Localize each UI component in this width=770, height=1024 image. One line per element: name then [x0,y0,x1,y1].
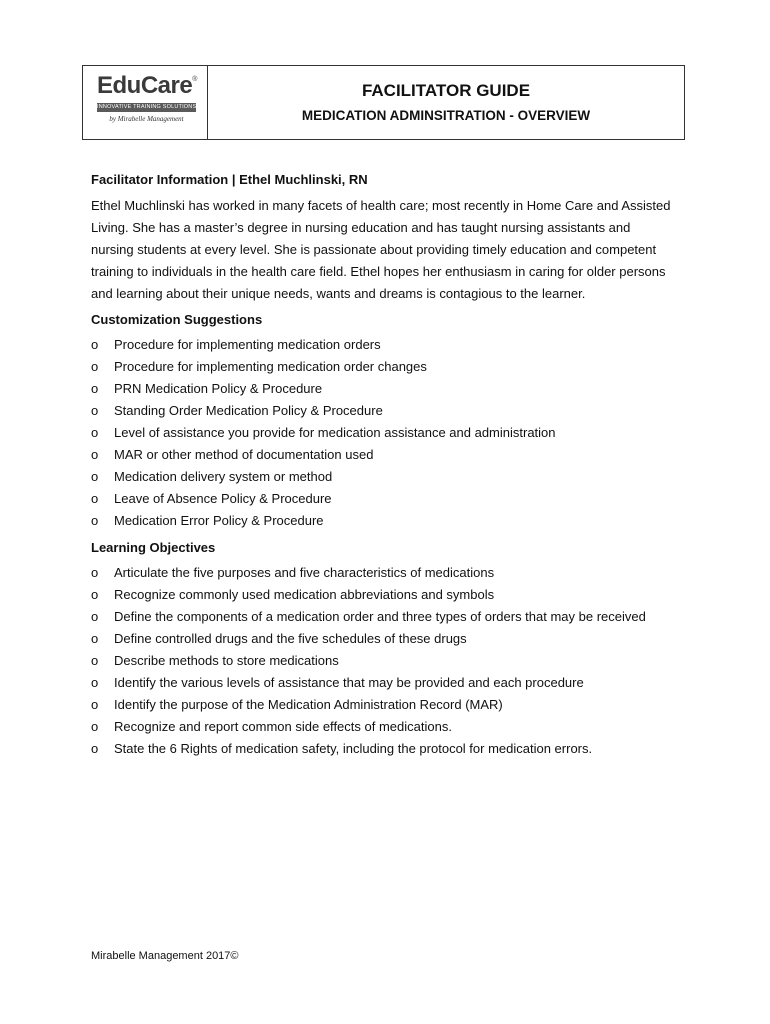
bullet-icon: o [91,697,99,712]
logo-byline: by Mirabelle Management [109,115,184,123]
list-item [91,356,671,378]
list-item [91,562,671,584]
objectives-heading: Learning Objectives [91,540,216,555]
list-item-text: Identify the purpose of the Medication Administration Record (MAR) [114,697,503,712]
bullet-icon: o [91,719,99,734]
bullet-icon: o [91,653,99,668]
list-item-text: State the 6 Rights of medication safety, including the protocol for medication errors. [114,741,593,756]
bullet-icon: o [91,565,99,580]
list-item [91,716,671,738]
educare-logo [83,66,208,139]
list-item-text: Describe methods to store medications [114,653,339,668]
bullet-icon: o [91,609,99,624]
bullet-icon: o [91,491,99,506]
bullet-icon: o [91,381,99,396]
page-subtitle: MEDICATION ADMINSITRATION - OVERVIEW [301,108,591,123]
list-item-text: Level of assistance you provide for medication assistance and administration [114,425,556,440]
title-area [208,66,684,123]
customization-heading: Customization Suggestions [91,312,263,327]
bullet-icon: o [91,469,99,484]
list-item-text: Procedure for implementing medication orders [114,337,381,352]
bullet-icon: o [91,447,99,462]
list-item-text: Define the components of a medication order and three types of orders that may be received [114,609,646,624]
list-item [91,510,671,532]
list-item-text: MAR or other method of documentation used [114,447,374,462]
list-item [91,606,671,628]
bullet-icon: o [91,359,99,374]
list-item [91,466,671,488]
list-item [91,584,671,606]
bullet-icon: o [91,403,99,418]
facilitator-bio: Ethel Muchlinski has worked in many facets of health care; most recently in Home Care and Assisted Living. She has a master’s degree in nursing education and has taught nursing assistants and nursing students at every level. She is passionate about providing timely education and competent training to individuals in the health care field. Ethel hopes her enthusiasm in caring for older persons and learning about their unique needs, wants and dreams is contagious to the learner. [91,198,671,301]
customization-list [91,334,671,532]
list-item-text: Medication delivery system or method [114,469,333,484]
list-item [91,444,671,466]
list-item-text: PRN Medication Policy & Procedure [114,381,323,396]
list-item [91,334,671,356]
header-box [82,65,685,140]
bullet-icon: o [91,513,99,528]
logo-tagline: INNOVATIVE TRAINING SOLUTIONS [97,104,197,110]
document-body [91,170,671,766]
list-item [91,628,671,650]
list-item-text: Identify the various levels of assistance that may be provided and each procedure [114,675,584,690]
bullet-icon: o [91,631,99,646]
list-item-text: Leave of Absence Policy & Procedure [114,491,332,506]
list-item [91,378,671,400]
list-item-text: Define controlled drugs and the five schedules of these drugs [114,631,467,646]
list-item-text: Standing Order Medication Policy & Procedure [114,403,383,418]
page-title: FACILITATOR GUIDE [361,81,531,100]
list-item [91,400,671,422]
list-item-text: Recognize commonly used medication abbreviations and symbols [114,587,495,602]
bullet-icon: o [91,587,99,602]
list-item [91,650,671,672]
logo-brand: EduCare® [97,72,197,99]
facilitator-heading: Facilitator Information | Ethel Muchlinski, RN [91,172,368,187]
list-item-text: Recognize and report common side effects of medications. [114,719,452,734]
objectives-list [91,562,671,760]
bullet-icon: o [91,741,99,756]
list-item [91,422,671,444]
list-item [91,488,671,510]
bullet-icon: o [91,425,99,440]
list-item [91,738,671,760]
list-item-text: Articulate the five purposes and five characteristics of medications [114,565,495,580]
list-item [91,672,671,694]
bullet-icon: o [91,675,99,690]
list-item-text: Medication Error Policy & Procedure [114,513,324,528]
list-item [91,694,671,716]
footer-copyright: Mirabelle Management 2017© [91,950,239,962]
list-item-text: Procedure for implementing medication order changes [114,359,427,374]
bullet-icon: o [91,337,99,352]
